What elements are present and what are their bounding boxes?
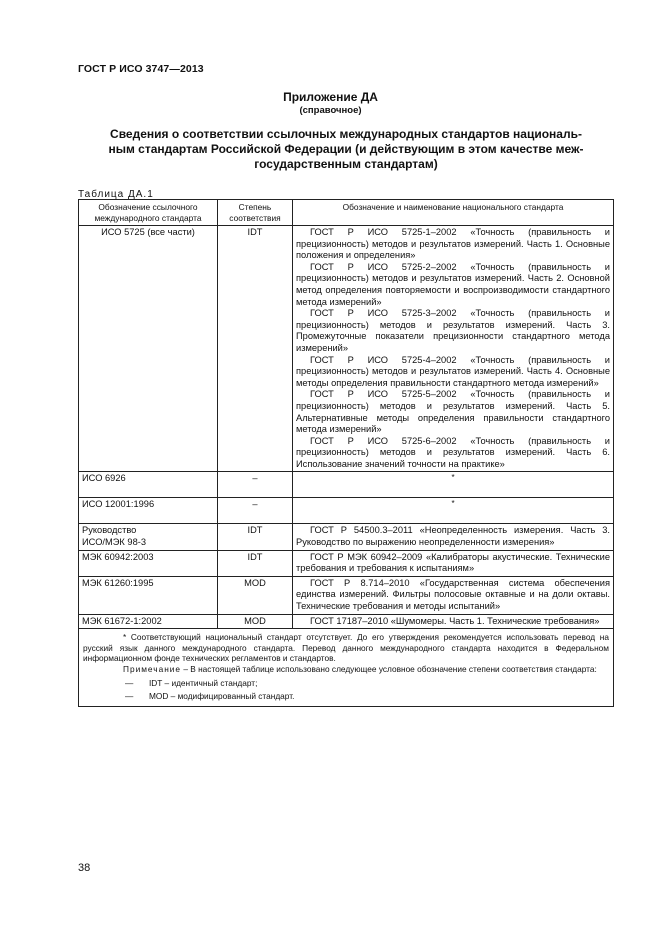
cell-national [293, 550, 614, 576]
dash-bullet: — [125, 691, 134, 702]
table-caption: Таблица ДА.1 [78, 189, 154, 200]
cell-national [293, 226, 614, 472]
table-header-row [79, 200, 614, 226]
cell-national: * [293, 498, 614, 524]
cell-degree: – [218, 472, 293, 498]
cell-reference: МЭК 60942:2003 [79, 550, 218, 576]
dash-bullet: — [125, 677, 134, 688]
legend-item [83, 678, 609, 689]
legend-item [83, 691, 609, 702]
note-text: – В настоящей таблице использовано следующее условное обозначение степени соответствия стандарта: [181, 664, 597, 674]
national-standard-entry: ГОСТ Р МЭК 60942–2009 «Калибраторы акустические. Технические требования и требования к испытаниям» [296, 551, 610, 574]
appendix-header [0, 90, 661, 116]
table-notes [79, 629, 614, 707]
national-standard-entry: ГОСТ Р ИСО 5725-4–2002 «Точность (правильность и прецизионность) методов и результатов измерений. Часть 4. Основные методы определения правильности стандартного метода измерений» [296, 354, 610, 388]
national-standard-entry: ГОСТ Р ИСО 5725-3–2002 «Точность (правильность и прецизионность) методов и результатов измерений. Часть 3. Промежуточные показатели прецизионности стандартного метода измерений» [296, 308, 610, 353]
cell-degree: MOD [218, 614, 293, 629]
section-heading [78, 127, 614, 172]
note-label: Примечание [123, 664, 182, 674]
table-row [79, 576, 614, 614]
cell-degree: – [218, 498, 293, 524]
cell-degree: IDT [218, 550, 293, 576]
cell-degree: IDT [218, 226, 293, 472]
table-row [79, 498, 614, 524]
table-note [83, 664, 609, 675]
header-degree-of-correspondence: Степень соответствия [218, 200, 293, 226]
cell-national [293, 614, 614, 629]
appendix-subtitle: (справочное) [299, 105, 362, 116]
cell-reference: ИСО 12001:1996 [79, 498, 218, 524]
cell-reference [79, 524, 218, 550]
national-standard-entry: ГОСТ Р ИСО 5725-5–2002 «Точность (правильность и прецизионность) методов и результатов измерений. Часть 5. Альтернативные методы определения правильности стандартного метода измерений» [296, 389, 610, 435]
cell-reference: МЭК 61672-1:2002 [79, 614, 218, 629]
cell-national [293, 524, 614, 550]
heading-line: государственным стандартам) [254, 157, 438, 171]
reference-line: ИСО/МЭК 98-3 [82, 537, 147, 548]
footnote: * Соответствующий национальный стандарт отсутствует. До его утверждения рекомендуется использовать перевод на русский язык данного международного стандарта. Перевод данного международного стандарта находится в Федеральном информационном фонде технических регламентов и стандартов. [83, 632, 609, 664]
cell-national [293, 576, 614, 614]
table-row [79, 226, 614, 472]
national-standard-entry: ГОСТ Р 54500.3–2011 «Неопределенность измерения. Часть 3. Руководство по выражению неопределенности измерения» [296, 525, 610, 548]
cell-reference: ИСО 6926 [79, 472, 218, 498]
legend-text: IDT – идентичный стандарт; [149, 677, 258, 688]
cell-reference: МЭК 61260:1995 [79, 576, 218, 614]
national-standard-entry: ГОСТ Р 8.714–2010 «Государственная система обеспечения единства измерений. Фильтры полосовые октавные и на доли октавы. Технические требования и методы испытаний» [296, 577, 610, 612]
cell-reference: ИСО 5725 (все части) [79, 226, 218, 472]
national-standard-entry: ГОСТ Р ИСО 5725-1–2002 «Точность (правильность и прецизионность) методов и результатов измерений. Часть 1. Основные положения и определения» [296, 227, 610, 261]
cell-degree: MOD [218, 576, 293, 614]
reference-line: Руководство [82, 525, 137, 536]
table-footer-row [79, 629, 614, 707]
heading-line: ным стандартам Российской Федерации (и действующим в этом качестве меж- [108, 142, 584, 156]
national-standard-entry: ГОСТ Р ИСО 5725-2–2002 «Точность (правильность и прецизионность) методов и результатов измерений. Часть 2. Основной метод определения повторяемости и воспроизводимости стандартного метода измерений» [296, 261, 610, 307]
table-row [79, 550, 614, 576]
appendix-title: Приложение ДА [283, 90, 378, 104]
cell-degree: IDT [218, 524, 293, 550]
table-row [79, 472, 614, 498]
document-code: ГОСТ Р ИСО 3747—2013 [78, 63, 204, 75]
national-standard-entry: ГОСТ 17187–2010 «Шумомеры. Часть 1. Технические требования» [310, 615, 600, 626]
header-reference-standard: Обозначение ссылочного международного стандарта [79, 200, 218, 226]
legend-text: MOD – модифицированный стандарт. [149, 691, 295, 702]
cell-national: * [293, 472, 614, 498]
table-row [79, 524, 614, 550]
page-number: 38 [78, 862, 91, 874]
standards-correspondence-table [78, 199, 614, 707]
heading-line: Сведения о соответствии ссылочных международных стандартов националь- [110, 127, 582, 141]
national-standard-entry: ГОСТ Р ИСО 5725-6–2002 «Точность (правильность и прецизионность) методов и результатов измерений. Часть 6. Использование значений точности на практике» [296, 435, 610, 469]
header-national-standard: Обозначение и наименование национального стандарта [293, 200, 614, 226]
table-row [79, 614, 614, 629]
